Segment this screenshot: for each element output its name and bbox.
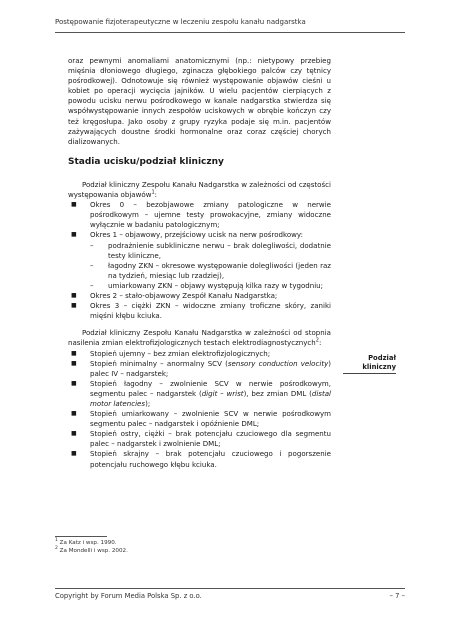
list-item-text: ) palec IV – nadgarstek; <box>90 358 332 378</box>
list-item: ■ Stopień umiarkowany – zwolnienie SCV w nerwie pośrodkowym segmentu palec – nadgarstek i opóźnienie DML; <box>68 409 331 429</box>
footer-copyright: Copyright by Forum Media Polska Sp. z o.o. <box>55 592 202 600</box>
list-item-term: sensory conduction velocity <box>227 358 329 368</box>
list-item <box>68 359 331 379</box>
margin-note <box>340 354 396 371</box>
footnote-text: Za Mondelli i wsp. 2002. <box>59 547 128 554</box>
classification-content <box>68 180 331 470</box>
list-item-term: digit – wrist <box>201 388 244 398</box>
list-item-text: Stopień łagodny – zwolnienie SCV w nerwie pośrodkowym, segmentu palec – nadgarstek ( <box>90 378 331 398</box>
list-item <box>68 291 331 301</box>
list-item-text: ); <box>145 398 151 408</box>
classification2-lead-text: Podział kliniczny Zespołu Kanału Nadgarstka w zależności od stopnia nasilenia zmian elektrofizjologicznych testach elektrodiagnostycznych <box>68 328 331 348</box>
list-item <box>68 230 331 291</box>
list-item-term: distal motor latencies <box>90 388 331 408</box>
footnote-rule <box>55 536 107 537</box>
classification1-lead-text: Podział kliniczny Zespołu Kanału Nadgarstka w zależności od częstości występowania objawów <box>68 180 331 200</box>
margin-note-line: kliniczny <box>362 362 396 371</box>
list-item: ■ Stopień ujemny – bez zmian elektrofizjologicznych; <box>68 349 331 359</box>
footer-rule <box>55 588 405 589</box>
list-item <box>68 379 331 409</box>
margin-note-line: Podział <box>368 354 396 362</box>
sub-list-item: – podrażnienie subkliniczne nerwu – brak dolegliwości, dodatnie testy kliniczne, <box>90 241 331 261</box>
page-number: – 7 – <box>389 592 405 600</box>
classification2-lead-end: : <box>318 338 322 348</box>
footnotes <box>55 540 128 555</box>
footnote-1 <box>55 540 128 548</box>
classification2-lead <box>68 328 331 348</box>
footnote-ref-1: 1 <box>151 189 155 196</box>
list-item-text: ), bez zmian DML ( <box>243 388 312 398</box>
section-heading: Stadia ucisku/podział kliniczny <box>68 157 224 167</box>
list-item-text: Stopień minimalny – anormalny SCV ( <box>90 358 228 368</box>
sub-list-item: – łagodny ZKN – okresowe występowanie dolegliwości (jeden raz na tydzień, miesiąc lub rzadziej), <box>90 261 331 281</box>
list-item-text: Okres 1 – objawowy, przejściowy ucisk na nerw pośrodkowy: <box>90 230 303 240</box>
list-item: ■ Stopień skrajny – brak potencjału czuciowego i pogorszenie potencjału ruchowego kłębu kciuka. <box>68 449 331 469</box>
intro-paragraph: oraz pewnymi anomaliami anatomicznymi (np.: nietypowy przebieg mięśnia dłoniowego długiego, zginacza głębokiego palców czy tętnicy pośrodkowej). Odnotowuje się również występowanie objawów cieśni u kobiet po operacji wycięcia jajników. U wielu pacjentów cierpiących z powodu ucisku nerwu pośrodkowego w kanale nadgarstka stwierdza się współwystępowanie innych zespołów uciskowych w obrębie kończyn czy też kręgosłupa. Jako osoby z grupy ryzyka podaje się m.in. pacjentów zażywających doustne środki hormonalne oraz coraz częściej chorych dializowanych. <box>68 56 331 146</box>
list-item <box>68 301 331 321</box>
margin-note-rule <box>343 373 396 374</box>
paragraph-gap <box>68 321 331 328</box>
sub-list-item: – umiarkowany ZKN – objawy występują kilka razy w tygodniu; <box>90 281 331 291</box>
list-item-text: Okres 2 – stało-objawowy Zespół Kanału Nadgarstka; <box>90 291 278 301</box>
header-rule <box>55 32 405 33</box>
list-item-text: Okres 3 – ciężki ZKN – widoczne zmiany troficzne skóry, zaniki mięśni kłębu kciuka. <box>90 301 331 321</box>
footnote-number: 1 <box>55 538 58 544</box>
footnote-text: Za Katz i wsp. 1990. <box>59 540 117 546</box>
footnote-number: 2 <box>55 545 58 551</box>
list-item <box>68 200 331 230</box>
running-header: Postępowanie fizjoterapeutyczne w leczeniu zespołu kanału nadgarstka <box>55 18 306 26</box>
sub-list <box>90 241 331 291</box>
footnote-2 <box>55 545 128 556</box>
list-item: ■ Stopień ostry, ciężki – brak potencjału czuciowego dla segmentu palec – nadgarstek i zwolnienie DML; <box>68 429 331 449</box>
classification1-lead <box>68 180 331 200</box>
classification2-list <box>68 349 331 470</box>
classification1-list <box>68 200 331 321</box>
intro-paragraph-block <box>68 56 331 147</box>
classification1-lead-end: : <box>154 190 158 200</box>
list-item-text: Okres 0 – bezobjawowe zmiany patologiczne w nerwie pośrodkowym – ujemne testy prowokacyjne, zmiany widoczne wyłącznie w badaniu patologicznym; <box>90 200 331 230</box>
footnote-ref-2: 2 <box>315 338 319 345</box>
